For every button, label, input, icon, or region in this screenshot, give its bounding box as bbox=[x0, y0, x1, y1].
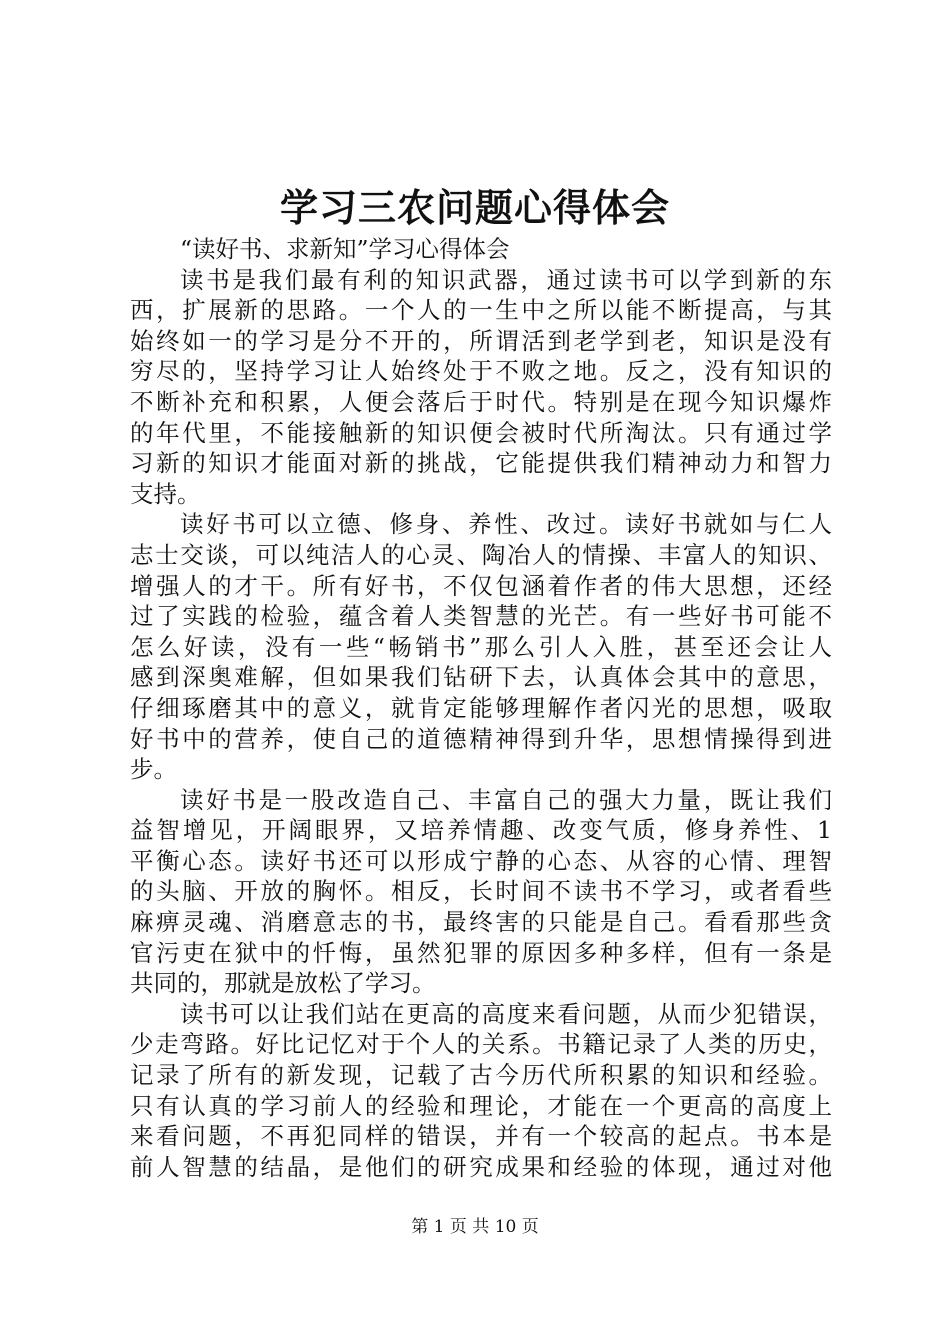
text-line: 读书可以让我们站在更高的高度来看问题，从而少犯错误， bbox=[180, 999, 832, 1028]
text-line: 感到深奥难解，但如果我们钻研下去，认真体会其中的意思， bbox=[130, 663, 832, 692]
text-line: 麻痹灵魂、消磨意志的书，最终害的只能是自己。看看那些贪 bbox=[130, 908, 832, 937]
text-line: 仔细琢磨其中的意义，就肯定能够理解作者闪光的思想，吸取 bbox=[130, 693, 832, 722]
text-line: 始终如一的学习是分不开的，所谓活到老学到老，知识是没有 bbox=[130, 326, 832, 355]
text-line: 前人智慧的结晶，是他们的研究成果和经验的体现，通过对他 bbox=[130, 1152, 832, 1181]
text-line: 志士交谈，可以纯洁人的心灵、陶冶人的情操、丰富人的知识、 bbox=[130, 540, 832, 569]
text-line: 不断补充和积累，人便会落后于时代。特别是在现今知识爆炸 bbox=[130, 387, 832, 416]
text-line: 怎么好读，没有一些“畅销书”那么引人入胜，甚至还会让人 bbox=[130, 632, 832, 661]
text-line: 读好书是一股改造自己、丰富自己的强大力量，既让我们 bbox=[180, 785, 832, 814]
text-line: 平衡心态。读好书还可以形成宁静的心态、从容的心情、理智 bbox=[130, 846, 832, 875]
document-body bbox=[130, 234, 832, 1182]
text-line: 益智增见，开阔眼界，又培养情趣、改变气质，修身养性、1 bbox=[130, 816, 832, 845]
text-line: 少走弯路。好比记忆对于个人的关系。书籍记录了人类的历史， bbox=[130, 1030, 832, 1059]
text-line: 读书是我们最有利的知识武器，通过读书可以学到新的东 bbox=[180, 265, 832, 294]
text-line: 的年代里，不能接触新的知识便会被时代所淘汰。只有通过学 bbox=[130, 418, 832, 447]
text-line: 读好书可以立德、修身、养性、改过。读好书就如与仁人 bbox=[180, 510, 832, 539]
text-line: 过了实践的检验，蕴含着人类智慧的光芒。有一些好书可能不 bbox=[130, 602, 832, 631]
text-line: 来看问题，不再犯同样的错误，并有一个较高的起点。书本是 bbox=[130, 1122, 832, 1151]
text-line: 记录了所有的新发现，记载了古今历代所积累的知识和经验。 bbox=[130, 1061, 832, 1090]
document-title: 学习三农问题心得体会 bbox=[279, 185, 670, 230]
text-line: 官污吏在狱中的忏悔，虽然犯罪的原因多种多样，但有一条是 bbox=[130, 938, 832, 967]
page-footer: 第 1 页 共 10 页 bbox=[411, 1217, 539, 1237]
text-line: 穷尽的，坚持学习让人始终处于不败之地。反之，没有知识的 bbox=[130, 357, 832, 386]
text-line: 好书中的营养，使自己的道德精神得到升华，思想情操得到进 bbox=[130, 724, 832, 753]
text-line: 的头脑、开放的胸怀。相反，长时间不读书不学习，或者看些 bbox=[130, 877, 832, 906]
text-line: 西，扩展新的思路。一个人的一生中之所以能不断提高，与其 bbox=[130, 296, 832, 325]
text-line: 只有认真的学习前人的经验和理论，才能在一个更高的高度上 bbox=[130, 1091, 832, 1120]
text-line: 支持。 bbox=[130, 479, 201, 508]
text-line: 习新的知识才能面对新的挑战，它能提供我们精神动力和智力 bbox=[130, 449, 832, 478]
text-line: 增强人的才干。所有好书，不仅包涵着作者的伟大思想，还经 bbox=[130, 571, 832, 600]
subtitle-line: “读好书、求新知”学习心得体会 bbox=[180, 235, 510, 263]
text-line: 共同的，那就是放松了学习。 bbox=[130, 969, 436, 998]
text-line: 步。 bbox=[130, 755, 177, 784]
